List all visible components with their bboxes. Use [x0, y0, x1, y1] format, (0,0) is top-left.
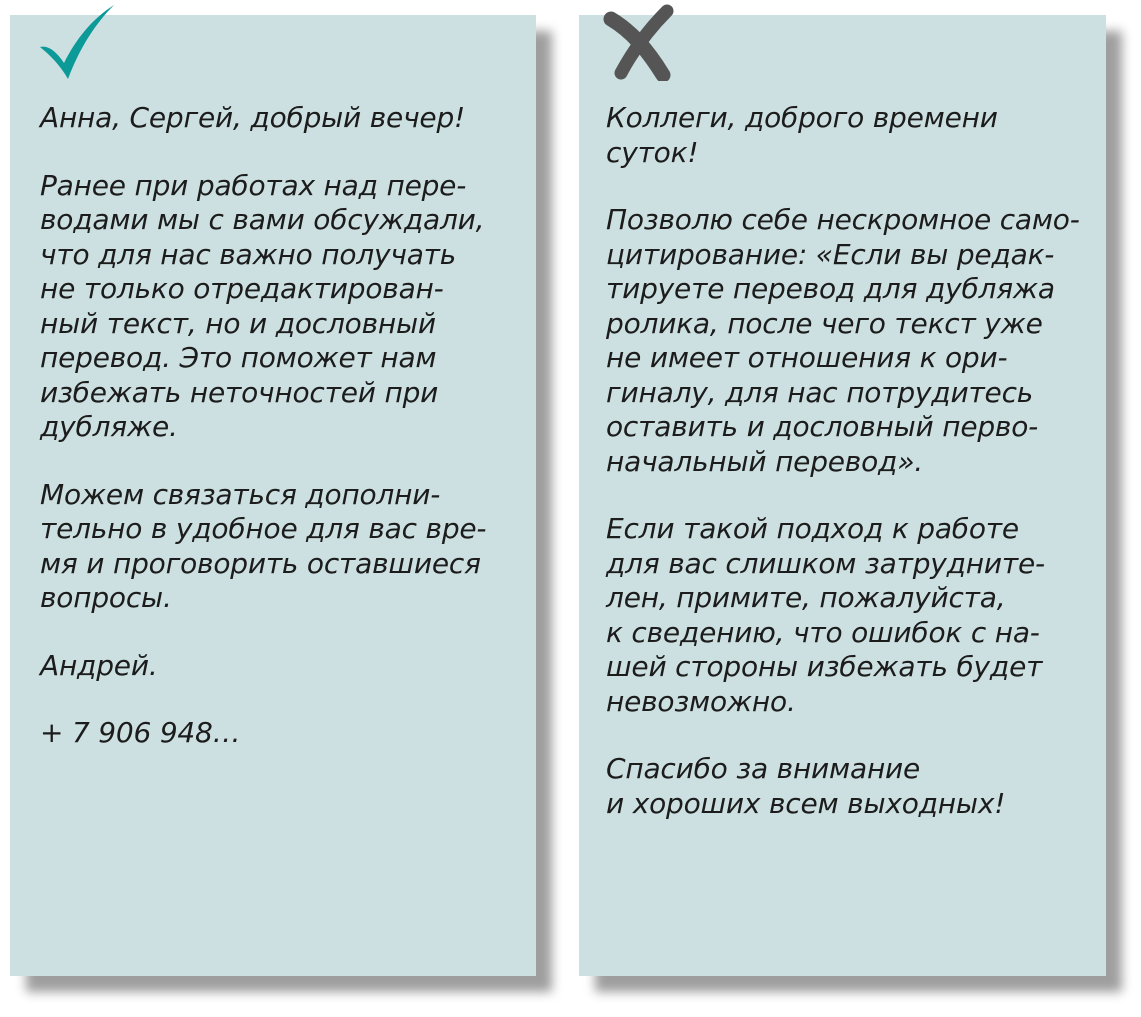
bad-example-text: [606, 101, 1090, 854]
bad-body-paragraph: Если такой подход к работе для вас слишком затрудните- лен, примите, пожалуйста, к сведению, что ошибок с на- шей стороны избежать будет невозможно.: [606, 512, 1045, 718]
good-signature: Андрей.: [40, 648, 158, 682]
bad-greeting: Коллеги, доброго времени суток!: [606, 101, 998, 169]
good-example-text: [40, 101, 520, 784]
bad-body-paragraph: Позволю себе нескромное само- цитирование: «Если вы редак- тируете перевод для дубляжа ролика, после чего текст уже не имеет отношения к ори- гиналу, для нас потрудитесь оставить и дословный перво- начальный перевод».: [606, 203, 1080, 478]
good-body-paragraph: Ранее при работах над пере- водами мы с вами обсуждали, что для нас важно получать не только отредактирован- ный текст, но и дословный перевод. Это поможет нам избежать неточностей при дубляже.: [40, 168, 485, 443]
bad-example-card: [579, 15, 1106, 976]
good-example-card: [10, 15, 536, 976]
good-phone: + 7 906 948…: [40, 716, 241, 749]
good-greeting: Анна, Сергей, добрый вечер!: [40, 101, 466, 134]
checkmark-icon: [36, 3, 116, 83]
good-body-paragraph: Можем связаться дополни- тельно в удобное для вас вре- мя и проговорить оставшиеся вопросы.: [40, 477, 487, 614]
bad-closing: Спасибо за внимание и хороших всем выходных!: [606, 752, 1006, 820]
cross-icon: [601, 1, 681, 81]
